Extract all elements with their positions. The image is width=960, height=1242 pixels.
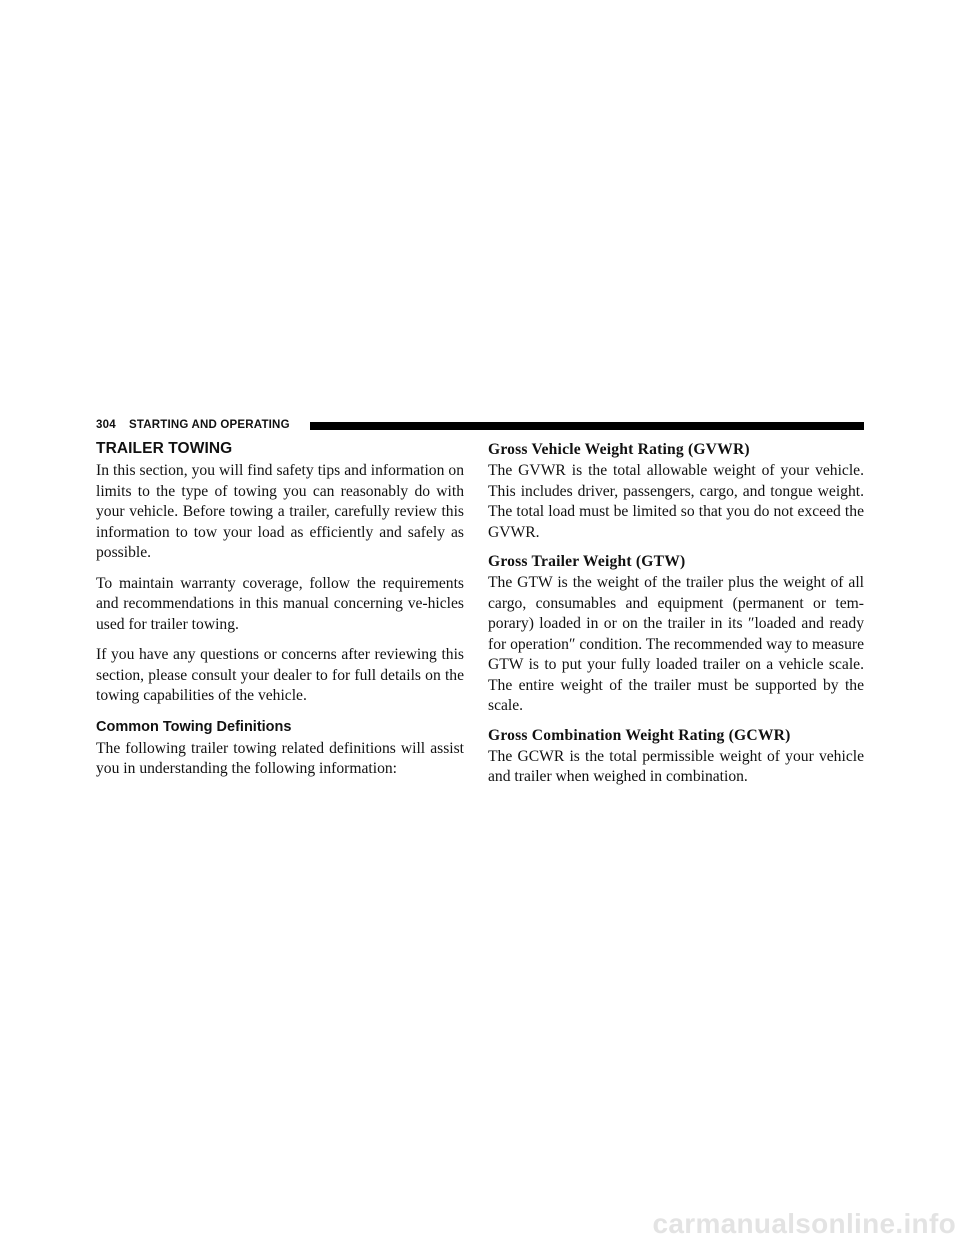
warranty-paragraph: To maintain warranty coverage, follow the requirements and recommendations in this manual concerning ve-hicles used for trailer towing. bbox=[96, 574, 464, 633]
page-header bbox=[96, 418, 864, 436]
left-column bbox=[96, 440, 464, 780]
page-number: 304 bbox=[96, 419, 116, 431]
gvwr-heading: Gross Vehicle Weight Rating (GVWR) bbox=[488, 441, 750, 458]
gcwr-definition: The GCWR is the total permissible weight of your vehicle and trailer when weighed in combination. bbox=[488, 747, 864, 785]
gtw-heading: Gross Trailer Weight (GTW) bbox=[488, 553, 686, 570]
gtw-definition: The GTW is the weight of the trailer plus the weight of all cargo, consumables and equipment (permanent or tem-porary) loaded in or on the trailer in its ″loaded and ready for operation″ condition. The recommended way to measure GTW is to put your fully loaded trailer on a vehicle scale. The entire weight of the trailer must be supported by the scale. bbox=[488, 574, 865, 714]
questions-paragraph: If you have any questions or concerns after reviewing this section, please consult your dealer to for full details on the towing capabilities of the vehicle. bbox=[96, 646, 464, 704]
intro-paragraph: In this section, you will find safety tips and information on limits to the type of towing you can reasonably do with your vehicle. Before towing a trailer, carefully review this information to tow your load as efficiently and safely as possible. bbox=[96, 462, 464, 561]
trailer-towing-heading: TRAILER TOWING bbox=[96, 440, 233, 457]
right-column bbox=[488, 440, 864, 788]
gcwr-heading: Gross Combination Weight Rating (GCWR) bbox=[488, 726, 791, 744]
common-towing-definitions-heading: Common Towing Definitions bbox=[96, 718, 292, 735]
definitions-intro-paragraph: The following trailer towing related definitions will assist you in understanding the following information: bbox=[96, 739, 464, 777]
gvwr-definition: The GVWR is the total allowable weight of your vehicle. This includes driver, passengers, cargo, and tongue weight. The total load must be limited so that you do not exceed the GVWR. bbox=[488, 462, 864, 541]
section-title: STARTING AND OPERATING bbox=[129, 419, 290, 431]
watermark-text: carmanualsonline.info bbox=[652, 1208, 956, 1239]
header-rule-bar bbox=[310, 422, 864, 430]
